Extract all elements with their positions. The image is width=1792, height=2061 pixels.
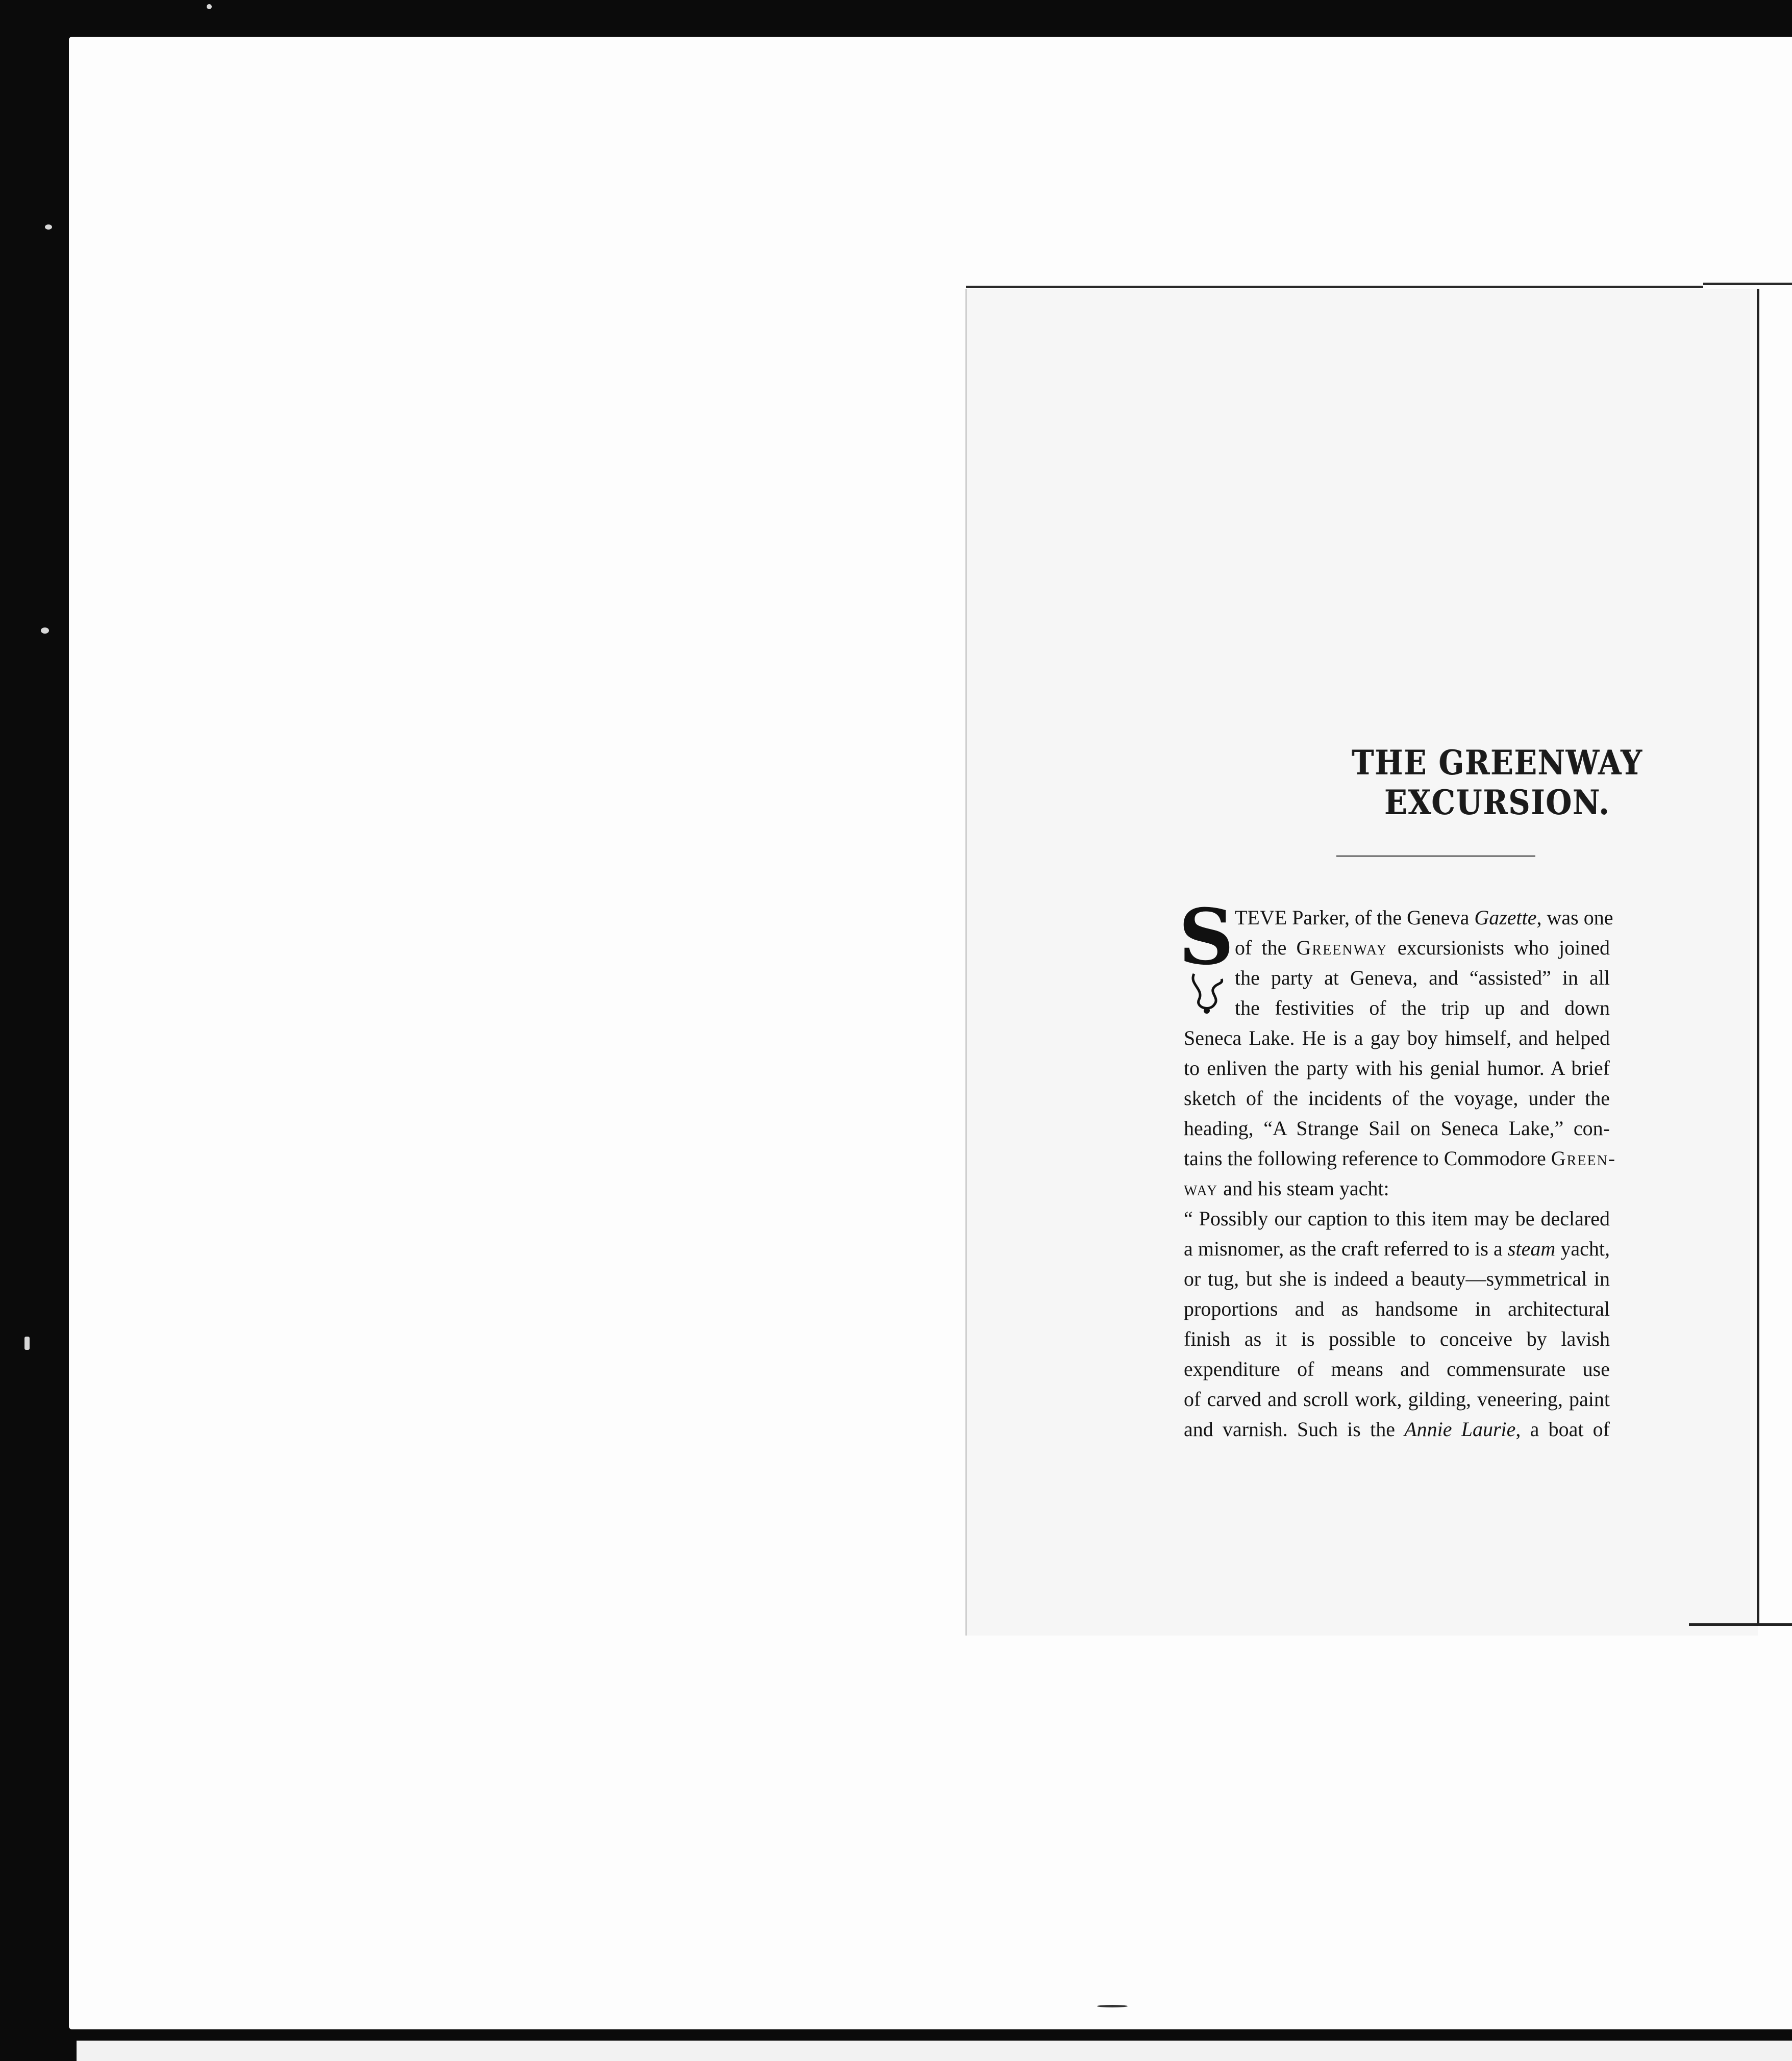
- text-line: heading, “A Strange Sail on Seneca Lake,” con-: [1184, 1117, 1610, 1140]
- page-top-edge-right: [1703, 283, 1792, 285]
- film-speck: [24, 1337, 30, 1350]
- text-line: sketch of the incidents of the voyage, under the: [1184, 1087, 1610, 1110]
- text-line: the festivities of the trip up and down: [1235, 996, 1610, 1019]
- text-line: Seneca Lake. He is a gay boy himself, and helped: [1184, 1026, 1610, 1049]
- text-line: of carved and scroll work, gilding, veneering, paint: [1184, 1388, 1610, 1411]
- text-line: a misnomer, as the craft referred to is a steam yacht,: [1184, 1237, 1610, 1260]
- text-line: way and his steam yacht:: [1184, 1177, 1389, 1200]
- text-line: and varnish. Such is the Annie Laurie, a boat of: [1184, 1418, 1610, 1441]
- text-line: the party at Geneva, and “assisted” in all: [1235, 966, 1610, 989]
- page-title: THE GREENWAY EXCURSION.: [1352, 742, 1644, 823]
- text-line: expenditure of means and commensurate use: [1184, 1358, 1610, 1380]
- drop-cap-letter: S: [1178, 892, 1234, 982]
- page-bottom-edge: [1689, 1623, 1792, 1626]
- title-rule: [1336, 856, 1535, 857]
- text-line: tains the following reference to Commodore Green-: [1184, 1147, 1616, 1170]
- page-gutter-rule: [1757, 289, 1759, 1624]
- film-next-frame: [77, 2041, 1792, 2061]
- film-speck: [207, 4, 212, 9]
- film-mark: [1097, 2005, 1128, 2007]
- text-line: TEVE Parker, of the Geneva Gazette, was one: [1235, 906, 1613, 929]
- film-speck: [45, 224, 52, 230]
- text-line: or tug, but she is indeed a beauty—symmetrical in: [1184, 1267, 1610, 1290]
- text-line: of the Greenway excursionists who joined: [1235, 936, 1610, 959]
- book-page: [967, 289, 1758, 1636]
- text-line: “ Possibly our caption to this item may be declared: [1184, 1207, 1610, 1230]
- text-line: finish as it is possible to conceive by lavish: [1184, 1327, 1610, 1350]
- film-speck: [41, 627, 49, 634]
- page-top-edge: [966, 286, 1703, 288]
- text-line: to enliven the party with his genial humor. A brief: [1184, 1057, 1610, 1079]
- article-body: [1184, 902, 1616, 1444]
- text-line: proportions and as handsome in architectural: [1184, 1297, 1610, 1320]
